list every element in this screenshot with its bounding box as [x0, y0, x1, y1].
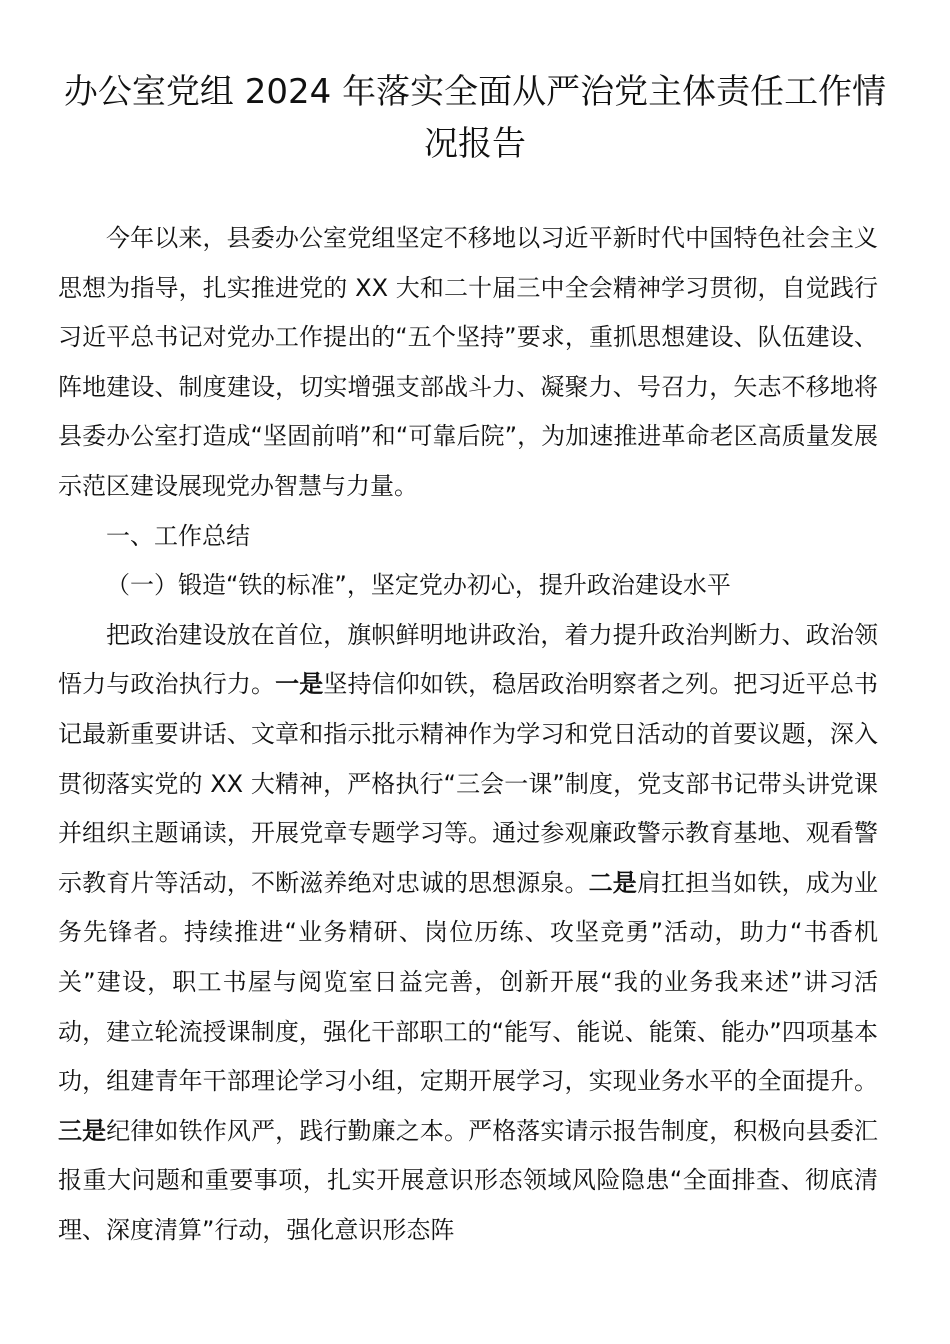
- point-text-2: 肩扛担当如铁，成为业务先锋者。持续推进“业务精研、岗位历练、攻坚竞勇”活动，助力“书香机关”建设，职工书屋与阅览室日益完善，创新开展“我的业务我来述”讲习活动，建立轮流授课制度，强化干部职工的“能写、能说、能策、能办”四项基本功，组建青年干部理论学习小组，定期开展学习，实现业务水平的全面提升。: [58, 868, 879, 1096]
- point-marker-2: 二是: [588, 868, 637, 897]
- political-building-paragraph: [58, 611, 878, 1256]
- subsection-heading: （一）锻造“铁的标准”，坚定党办初心，提升政治建设水平: [106, 571, 731, 600]
- section-heading: 一、工作总结: [106, 521, 250, 550]
- intro-paragraph: 今年以来，县委办公室党组坚定不移地以习近平新时代中国特色社会主义思想为指导，扎实推进党的 XX 大和二十届三中全会精神学习贯彻，自觉践行习近平总书记对党办工作提出的“五个坚持”要求，重抓思想建设、队伍建设、阵地建设、制度建设，切实增强支部战斗力、凝聚力、号召力，矢志不移地将县委办公室打造成“坚固前哨”和“可靠后院”，为加速推进革命老区高质量发展示范区建设展现党办智慧与力量。: [58, 224, 878, 500]
- paragraph-lead: 把政治建设放在首位，旗帜鲜明地讲政治，着力提升政治判断力、政治领悟力与政治执行力。: [58, 620, 878, 699]
- point-marker-1: 一是: [275, 670, 324, 699]
- document-title: 办公室党组 2024 年落实全面从严治党主体责任工作情况报告: [63, 72, 887, 164]
- document-body: [58, 214, 878, 1255]
- point-text-3: 纪律如铁作风严，践行勤廉之本。严格落实请示报告制度，积极向县委汇报重大问题和重要事项，扎实开展意识形态领域风险隐患“全面排查、彻底清理、深度清算”行动，强化意识形态阵: [58, 1116, 879, 1244]
- point-marker-3: 三是: [58, 1116, 107, 1145]
- point-text-1: 坚持信仰如铁，稳居政治明察者之列。把习近平总书记最新重要讲话、文章和指示批示精神作为学习和党日活动的首要议题，深入贯彻落实党的 XX 大精神，严格执行“三会一课”制度，党支部书记带头讲党课并组织主题诵读，开展党章专题学习等。通过参观廉政警示教育基地、观看警示教育片等活动，不断滋养绝对忠诚的思想源泉。: [58, 670, 879, 897]
